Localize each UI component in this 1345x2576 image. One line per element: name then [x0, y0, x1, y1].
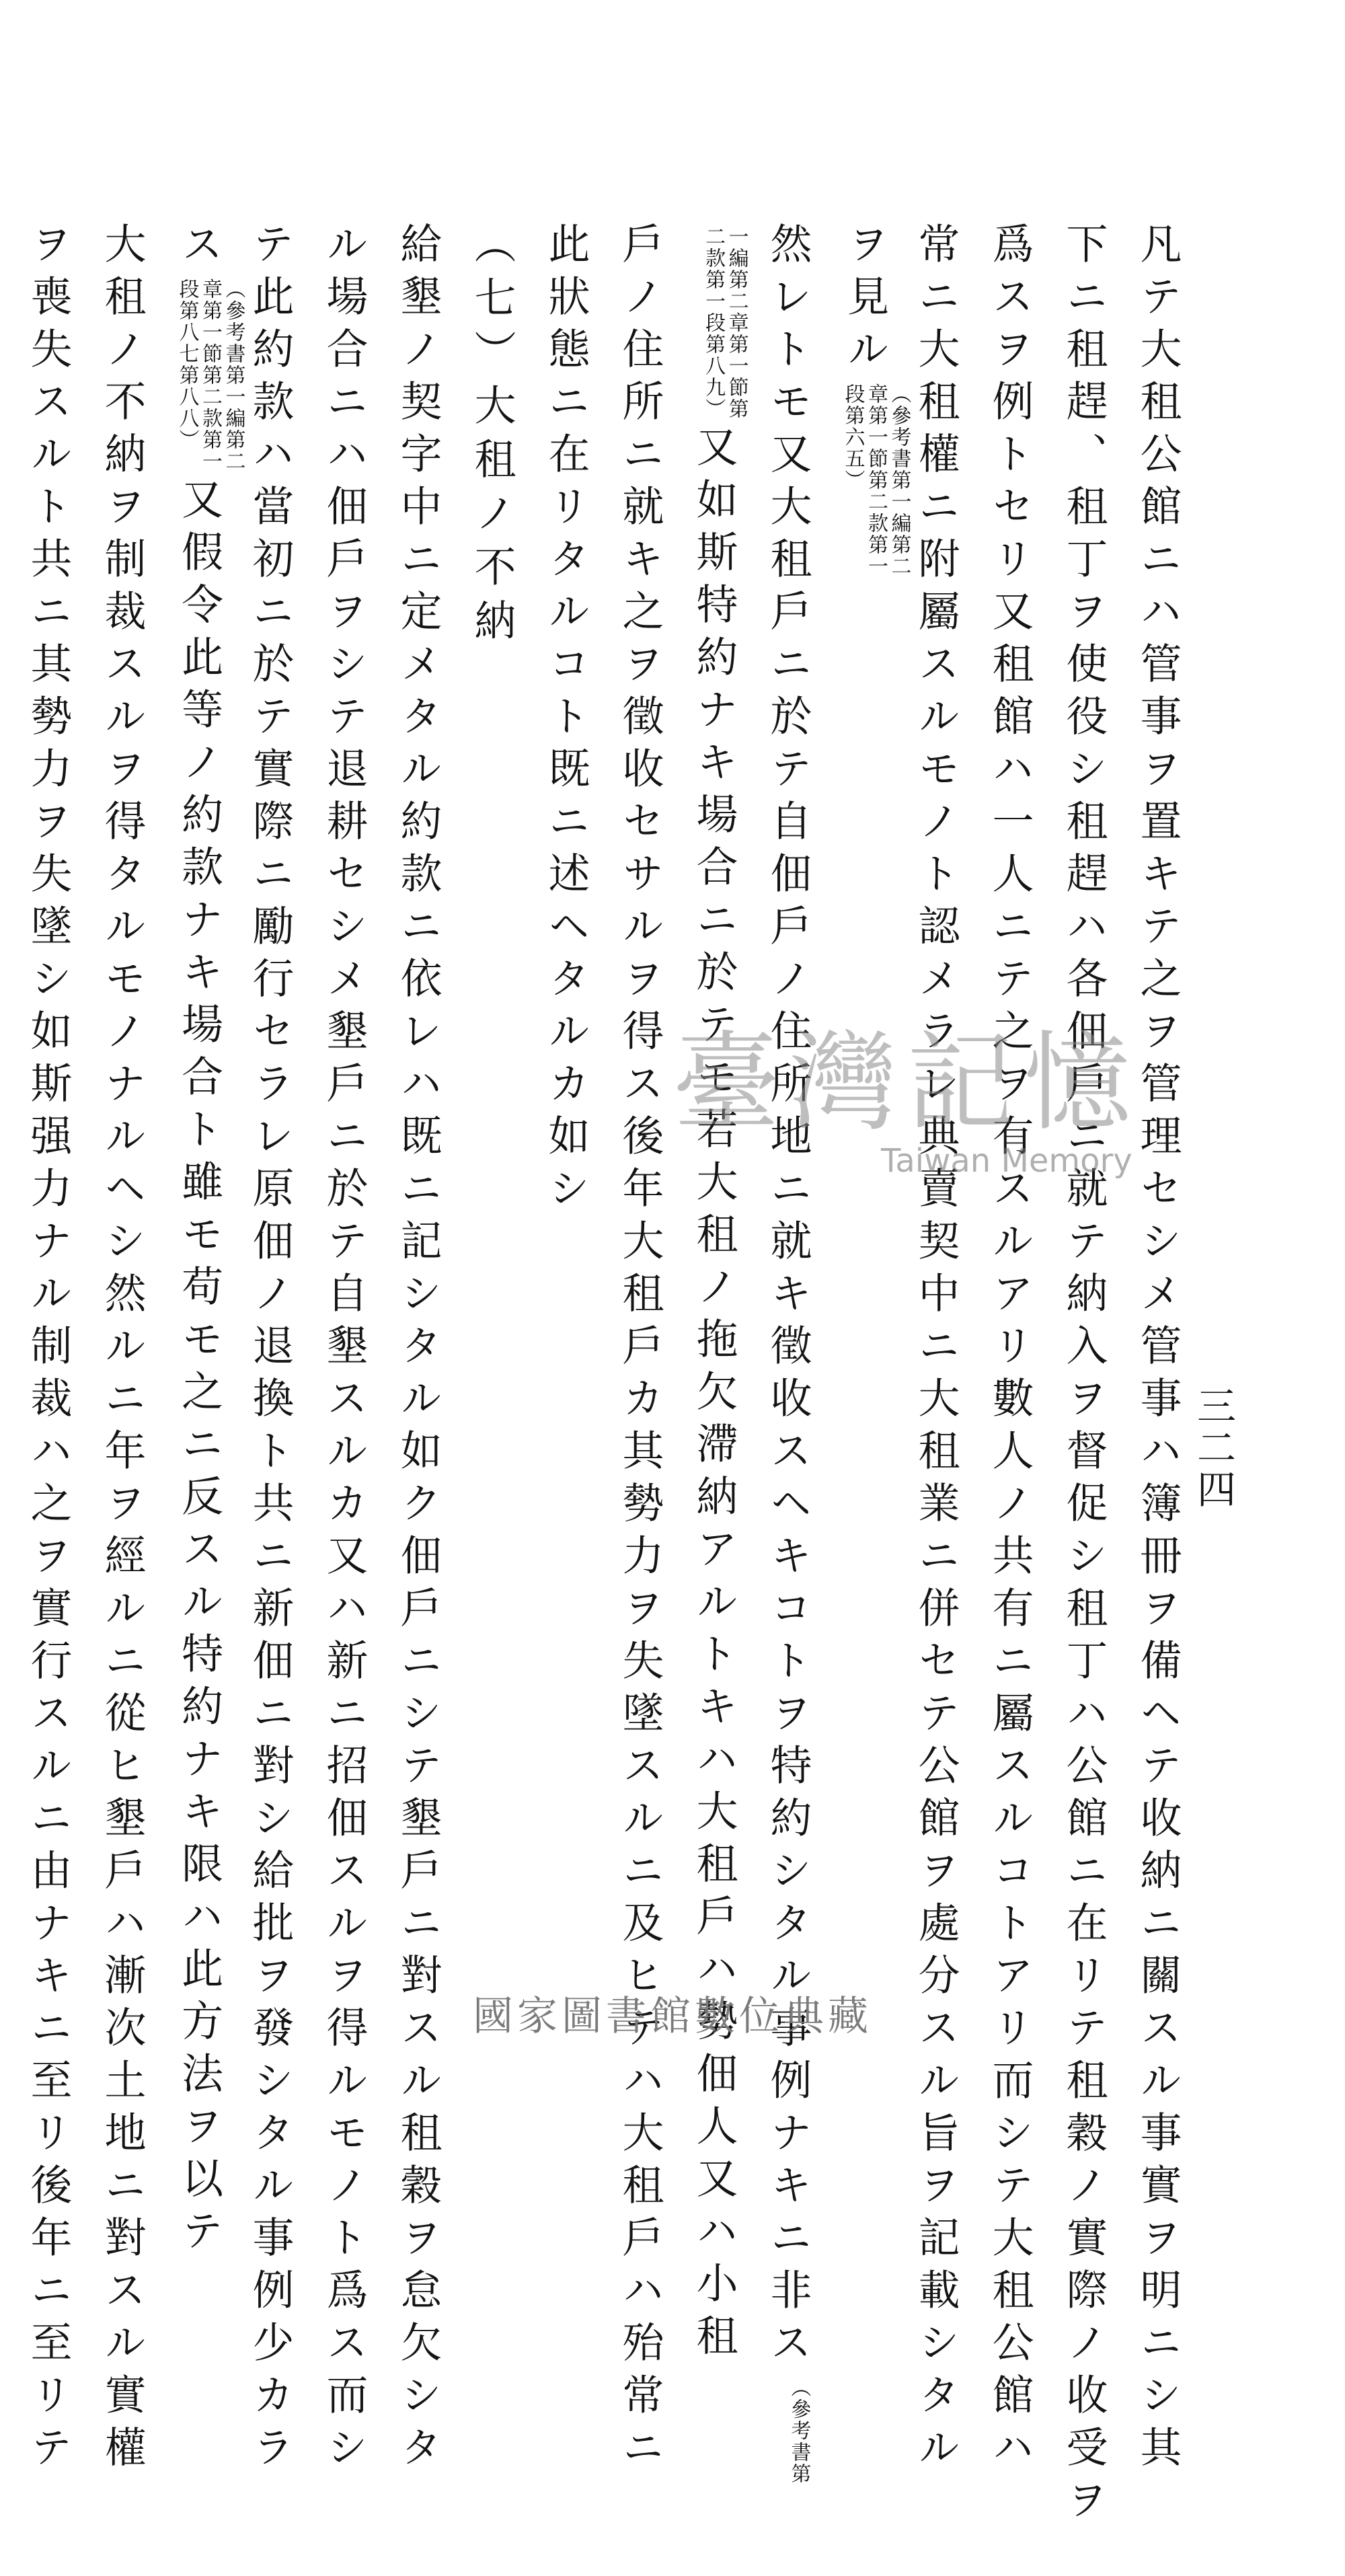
heading-text: （七）大租ノ不納: [467, 222, 516, 652]
column-text: 凡テ大租公館ニハ管事ヲ置キテ之ヲ管理セシメ管事ハ簿冊ヲ備ヘテ收納ニ關スル事實ヲ明ニシ其: [1133, 222, 1182, 2478]
reference-note: （參考書第一編第二章第一節第二款第一段第八七第八八）: [175, 278, 245, 472]
text-column: [24, 222, 73, 2478]
column-text: ス: [174, 222, 224, 274]
column-text: 又假令此等ノ約款ナキ場合ト雖モ苟モ之ニ反スル特約ナキ限ハ此方法ヲ以テ: [174, 478, 224, 2261]
column-text: 然レトモ又大租戶ニ於テ自佃戶ノ住所地ニ就キ徵收スヘキコトヲ特約シタル事例ナキニ非ス: [763, 222, 812, 2373]
column-text: 戶ノ住所ニ就キ之ヲ徵收セサルヲ得ス後年大租戶カ其勢力ヲ失墜スルニ及ヒテハ大租戶ハ殆常ニ: [615, 222, 664, 2478]
column-text: 又如斯特約ナキ場合ニ於テモ若大租ノ拖欠滯納アルトキハ大租戶ハ勢佃人又ハ小租: [689, 425, 738, 2366]
watermark-english: Taiwan Memory: [881, 1142, 1132, 1180]
column-text: 大租ノ不納ヲ制裁スルヲ得タルモノナルヘシ然ルニ年ヲ經ルニ從ヒ墾戶ハ漸次土地ニ對スル實權: [98, 222, 147, 2478]
reference-note: 一編第二章第一節第二款第一段第八九）: [701, 226, 748, 420]
column-text: 常ニ大租權ニ附屬スルモノト認メラレ典賣契中ニ大租業ニ併セテ公館ヲ處分スル旨ヲ記載シタル: [911, 222, 960, 2478]
text-column: [174, 222, 245, 2261]
text-column: [615, 222, 664, 2478]
column-text: 爲スヲ例トセリ又租館ハ一人ニテ之ヲ有スルアリ數人ノ共有ニ屬スルコトアリ而シテ大租公館ハ: [985, 222, 1034, 2478]
text-column: [393, 222, 443, 2478]
footer-attribution: 國家圖書館數位典藏: [473, 1993, 872, 2040]
section-heading: [467, 222, 516, 1870]
reference-note: （參考書第一編第二章第一節第二款第一段第六五）: [841, 383, 911, 577]
column-text: 下ニ租趕、租丁ヲ使役シ租趕ハ各佃戶ニ就テ納入ヲ督促シ租丁ハ公館ニ在リテ租穀ノ實際ノ收受ヲ: [1059, 222, 1108, 2530]
text-column: [319, 222, 369, 2478]
watermark-chinese: 臺灣記憶: [672, 1020, 1141, 1145]
page-number: 三二四: [1190, 1386, 1236, 1511]
text-column: [541, 222, 590, 1870]
column-text: テ此約款ハ當初ニ於テ實際ニ勵行セラレ原佃ノ退換ト共ニ新佃ニ對シ給批ヲ發シタル事例少カラ: [245, 222, 295, 2478]
reference-note: （參考書第: [787, 2377, 811, 2485]
watermark-logo: [672, 1020, 1184, 1190]
text-column: [98, 222, 147, 2478]
column-text: 此狀態ニ在リタルコト既ニ述ヘタルカ如シ: [541, 222, 590, 1219]
column-text: ヲ喪失スルト共ニ其勢力ヲ失墜シ如斯强力ナル制裁ハ之ヲ實行スルニ由ナキニ至リ後年ニ至リテ: [24, 222, 73, 2478]
column-text: 給墾ノ契字中ニ定メタル約款ニ依レハ既ニ記シタル如ク佃戶ニシテ墾戶ニ對スル租穀ヲ怠欠シタ: [393, 222, 443, 2478]
text-column: [245, 222, 295, 2478]
column-text: ル場合ニハ佃戶ヲシテ退耕セシメ墾戶ニ於テ自墾スルカ又ハ新ニ招佃スルヲ得ルモノト爲ス而シ: [319, 222, 369, 2478]
column-text: ヲ見ル: [840, 222, 890, 379]
